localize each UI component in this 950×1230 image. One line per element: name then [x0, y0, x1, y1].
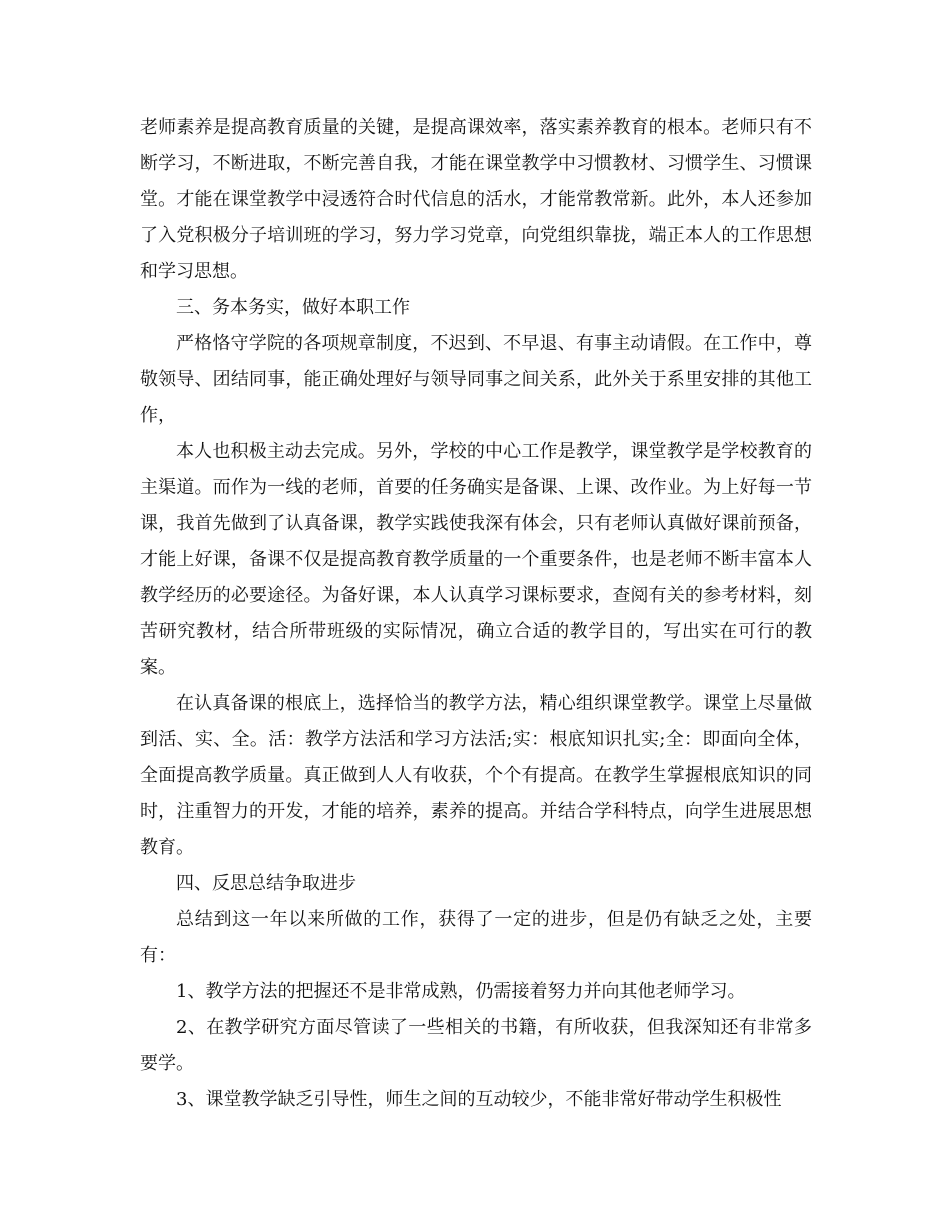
paragraph-lesson-prep: 本人也积极主动去完成。另外，学校的中心工作是教学，课堂教学是学校教育的主渠道。而作为一线的老师，首要的任务确实是备课、上课、改作业。为上好每一节课，我首先做到了认真备课，教学实践使我深有体会，只有老师认真做好课前预备，才能上好课，备课不仅是提高教育教学质量的一个重要条件，也是老师不断丰富本人教学经历的必要途径。为备好课，本人认真学习课标要求，查阅有关的参考材料，刻苦研究教材，结合所带班级的实际情况，确立合适的教学目的，写出实在可行的教案。 [140, 441, 812, 678]
list-item-2: 2、在教学研究方面尽管读了一些相关的书籍，有所收获，但我深知还有非常多要学。 [140, 1017, 812, 1074]
paragraph-teaching-method: 在认真备课的根底上，选择恰当的教学方法，精心组织课堂教学。课堂上尽量做到活、实、全。活：教学方法活和学习方法活;实：根底知识扎实;全：即面向全体，全面提高教学质量。真正做到人人有收获，个个有提高。在教学生掌握根底知识的同时，注重智力的开发，才能的培养，素养的提高。并结合学科特点，向学生进展思想教育。 [140, 693, 812, 858]
list-item-3: 3、课堂教学缺乏引导性，师生之间的互动较少，不能非常好带动学生积极性 [176, 1089, 782, 1110]
paragraph-rules: 严格恪守学院的各项规章制度，不迟到、不早退、有事主动请假。在工作中，尊敬领导、团结同事，能正确处理好与领导同事之间关系，此外关于系里安排的其他工作， [140, 333, 812, 426]
section-heading-4: 四、反思总结争取进步 [176, 873, 356, 894]
paragraph-teacher-quality: 老师素养是提高教育质量的关键，是提高课效率，落实素养教育的根本。老师只有不断学习，不断进取，不断完善自我，才能在课堂教学中习惯教材、习惯学生、习惯课堂。才能在课堂教学中浸透符合时代信息的活水，才能常教常新。此外，本人还参加了入党积极分子培训班的学习，努力学习党章，向党组织靠拢，端正本人的工作思想和学习思想。 [140, 117, 812, 282]
paragraph-summary: 总结到这一年以来所做的工作，获得了一定的进步，但是仍有缺乏之处，主要有： [140, 909, 812, 966]
document-body [140, 110, 812, 1118]
section-heading-3: 三、务本务实，做好本职工作 [176, 297, 410, 318]
list-item-1: 1、教学方法的把握还不是非常成熟，仍需接着努力并向其他老师学习。 [176, 981, 746, 1002]
